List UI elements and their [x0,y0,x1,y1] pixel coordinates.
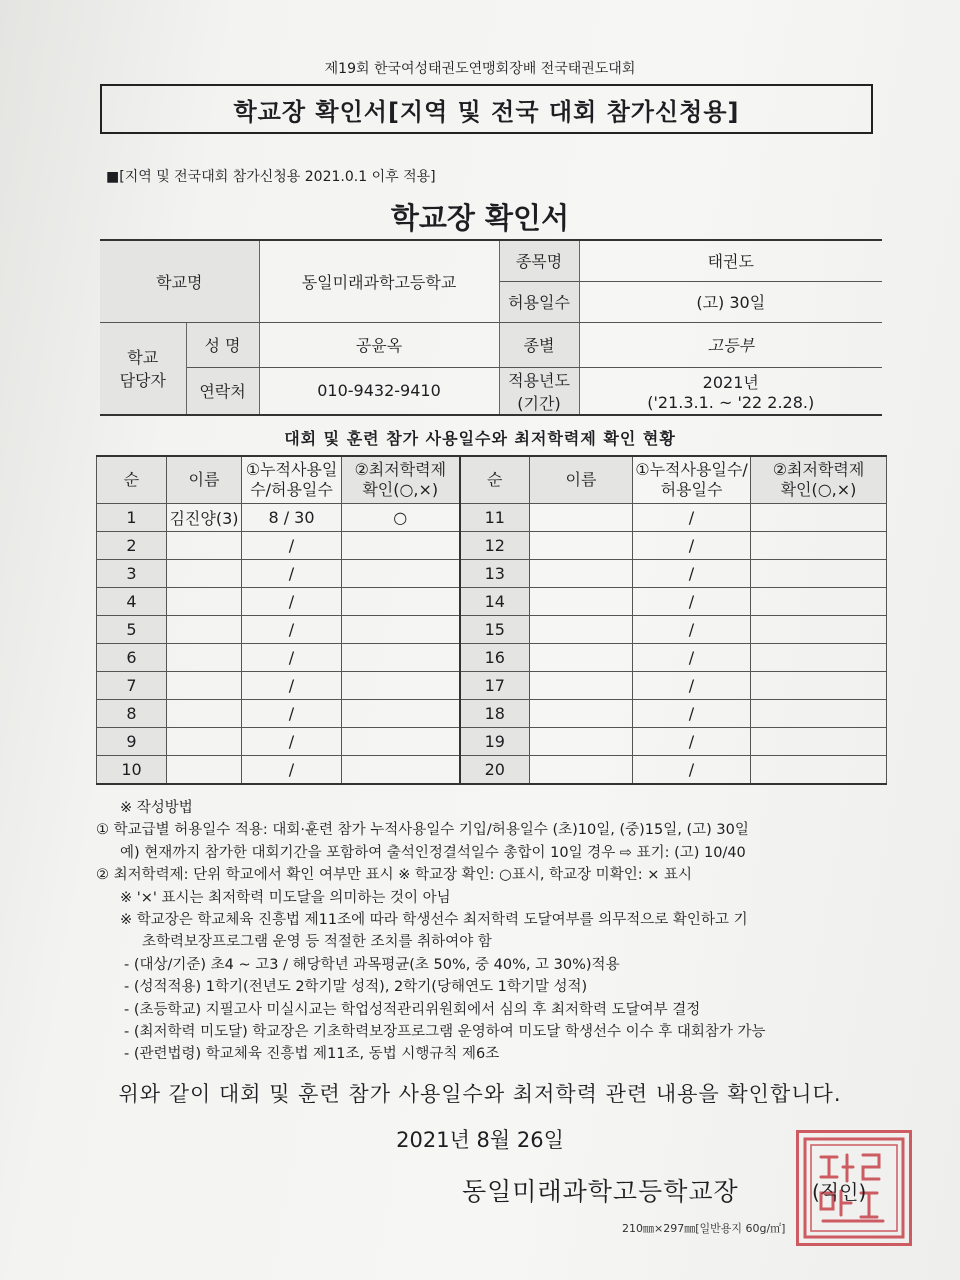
min-academic-check [751,644,887,672]
col-header-no: 순 [97,456,167,504]
athlete-name [167,588,242,616]
contact-value: 010-9432-9410 [259,367,499,415]
guide-line: 예) 현재까지 참가한 대회기간을 포함하여 출석인정결석일수 총합이 10일 경우 ⇨ 표기: (고) 10/40 [120,844,746,861]
athlete-name [530,672,633,700]
min-academic-check [342,756,460,785]
row-number: 20 [460,756,530,785]
col-header-days: ①누적사용일수/ 허용일수 [633,456,751,504]
min-academic-check [751,756,887,785]
school-name-label: 학교명 [100,240,259,322]
min-academic-check [342,616,460,644]
principal-signature: 동일미래과학고등학교장 [462,1177,739,1206]
used-allowed-days: / [633,700,751,728]
table-row [97,672,887,700]
status-header-row [97,456,887,504]
min-academic-check [751,700,887,728]
row-number: 9 [97,728,167,756]
min-academic-check: ○ [342,504,460,532]
division-value: 고등부 [579,322,882,367]
athlete-name [530,700,633,728]
athlete-name [167,560,242,588]
athlete-name [167,756,242,785]
sport-label: 종목명 [499,240,579,281]
table-row [97,644,887,672]
sport-value: 태권도 [579,240,882,281]
athlete-name [530,756,633,785]
used-allowed-days: / [633,672,751,700]
guide-line: - (초등학교) 지필고사 미실시교는 학업성적관리위원회에서 심의 후 최저학력 도달여부 결정 [124,1001,701,1018]
athlete-name [167,728,242,756]
row-number: 6 [97,644,167,672]
col-header-check: ②최저학력제 확인(○,×) [751,456,887,504]
athlete-name [530,532,633,560]
row-number: 4 [97,588,167,616]
athlete-name [167,672,242,700]
used-allowed-days: / [633,616,751,644]
used-allowed-days: / [242,588,342,616]
table-row [97,504,887,532]
used-allowed-days: / [242,532,342,560]
used-allowed-days: / [242,616,342,644]
used-allowed-days: / [242,644,342,672]
name-label: 성 명 [186,322,259,367]
allowed-days-value: (고) 30일 [579,281,882,322]
used-allowed-days: / [242,700,342,728]
min-academic-check [751,532,887,560]
row-number: 1 [97,504,167,532]
event-title: 제19회 한국여성태권도연맹회장배 전국태권도대회 [324,61,636,77]
athlete-name [167,616,242,644]
guide-heading: ※ 작성방법 [120,800,193,816]
school-name-value: 동일미래과학고등학교 [259,240,499,322]
row-number: 8 [97,700,167,728]
athlete-name [530,560,633,588]
min-academic-check [751,588,887,616]
used-allowed-days: / [633,504,751,532]
athlete-name: 김진양(3) [167,504,242,532]
row-number: 12 [460,532,530,560]
athlete-name [530,644,633,672]
min-academic-check [342,588,460,616]
col-header-name: 이름 [530,456,633,504]
used-allowed-days: / [242,756,342,785]
used-allowed-days: / [242,672,342,700]
paper-spec-footer: 210㎜×297㎜[일반용지 60g/㎡] [622,1222,786,1235]
table-row [97,532,887,560]
min-academic-check [751,728,887,756]
manager-label: 학교 담당자 [100,322,186,415]
guide-line: - (성적적용) 1학기(전년도 2학기말 성적), 2학기(당해연도 1학기말 성적) [124,979,588,996]
guide-line: ② 최저학력제: 단위 학교에서 확인 여부만 표시 ※ 학교장 확인: ○표시, 학교장 미확인: × 표시 [96,867,692,884]
min-academic-check [751,672,887,700]
row-number: 11 [460,504,530,532]
document-title: 학교장 확인서[지역 및 전국 대회 참가신청용] [233,97,740,126]
min-academic-check [751,560,887,588]
min-academic-check [751,616,887,644]
table-row [97,756,887,785]
guide-line: - (최저학력 미도달) 학교장은 기초학력보장프로그램 운영하여 미도달 학생선수 이수 후 대회참가 가능 [124,1024,766,1041]
guide-line: ① 학교급별 허용일수 적용: 대회·훈련 참가 누적사용일수 기입/허용일수 (초)10일, (중)15일, (고) 30일 [96,822,749,839]
seal-mark: (직인) [812,1180,867,1204]
issue-date: 2021년 8월 26일 [396,1128,564,1152]
used-allowed-days: 8 / 30 [242,504,342,532]
guide-line: 초학력보장프로그램 운영 등 적절한 조치를 취하여야 함 [142,934,492,951]
used-allowed-days: / [633,588,751,616]
athlete-name [167,700,242,728]
row-number: 16 [460,644,530,672]
row-number: 2 [97,532,167,560]
min-academic-check [342,644,460,672]
min-academic-check [751,504,887,532]
row-number: 15 [460,616,530,644]
row-number: 19 [460,728,530,756]
form-title: 학교장 확인서 [390,201,570,235]
table-row [97,700,887,728]
guide-line: ※ '×' 표시는 최저학력 미도달을 의미하는 것이 아님 [120,889,451,906]
row-number: 7 [97,672,167,700]
row-number: 14 [460,588,530,616]
row-number: 18 [460,700,530,728]
row-number: 5 [97,616,167,644]
school-info-table [100,239,882,416]
used-allowed-days: / [242,560,342,588]
document-title-box [100,84,873,134]
min-academic-check [342,560,460,588]
status-table [96,455,887,785]
used-allowed-days: / [633,644,751,672]
athlete-name [530,504,633,532]
used-allowed-days: / [633,756,751,785]
used-allowed-days: / [633,532,751,560]
col-header-days: ①누적사용일 수/허용일수 [242,456,342,504]
table-row [97,728,887,756]
used-allowed-days: / [633,560,751,588]
min-academic-check [342,700,460,728]
name-value: 공윤옥 [259,322,499,367]
row-number: 13 [460,560,530,588]
row-number: 10 [97,756,167,785]
min-academic-check [342,728,460,756]
table-row [97,616,887,644]
col-header-check: ②최저학력제 확인(○,×) [342,456,460,504]
athlete-name [530,588,633,616]
min-academic-check [342,672,460,700]
row-number: 3 [97,560,167,588]
writing-guide [96,797,896,1066]
division-label: 종별 [499,322,579,367]
athlete-name [167,644,242,672]
usage-notice: ■[지역 및 전국대회 참가신청용 2021.0.1 이후 적용] [106,169,436,185]
min-academic-check [342,532,460,560]
guide-line: - (대상/기준) 초4 ~ 고3 / 해당학년 과목평균(초 50%, 중 40%, 고 30%)적용 [124,956,620,973]
guide-line: ※ 학교장은 학교체육 진흥법 제11조에 따라 학생선수 최저학력 도달여부를 의무적으로 확인하고 기 [120,912,748,929]
status-caption: 대회 및 훈련 참가 사용일수와 최저학력제 확인 현황 [284,429,676,448]
athlete-name [167,532,242,560]
used-allowed-days: / [242,728,342,756]
athlete-name [530,616,633,644]
col-header-no: 순 [460,456,530,504]
guide-line: - (관련법령) 학교체육 진흥법 제11조, 동법 시행규칙 제6조 [124,1046,500,1063]
athlete-name [530,728,633,756]
table-row [97,588,887,616]
period-value: 2021년 ('21.3.1. ~ '22 2.28.) [579,367,882,415]
row-number: 17 [460,672,530,700]
allowed-days-label: 허용일수 [499,281,579,322]
contact-label: 연락처 [186,367,259,415]
confirmation-statement: 위와 같이 대회 및 훈련 참가 사용일수와 최저학력 관련 내용을 확인합니다. [118,1082,842,1106]
col-header-name: 이름 [167,456,242,504]
used-allowed-days: / [633,728,751,756]
period-label: 적용년도 (기간) [499,367,579,415]
table-row [97,560,887,588]
